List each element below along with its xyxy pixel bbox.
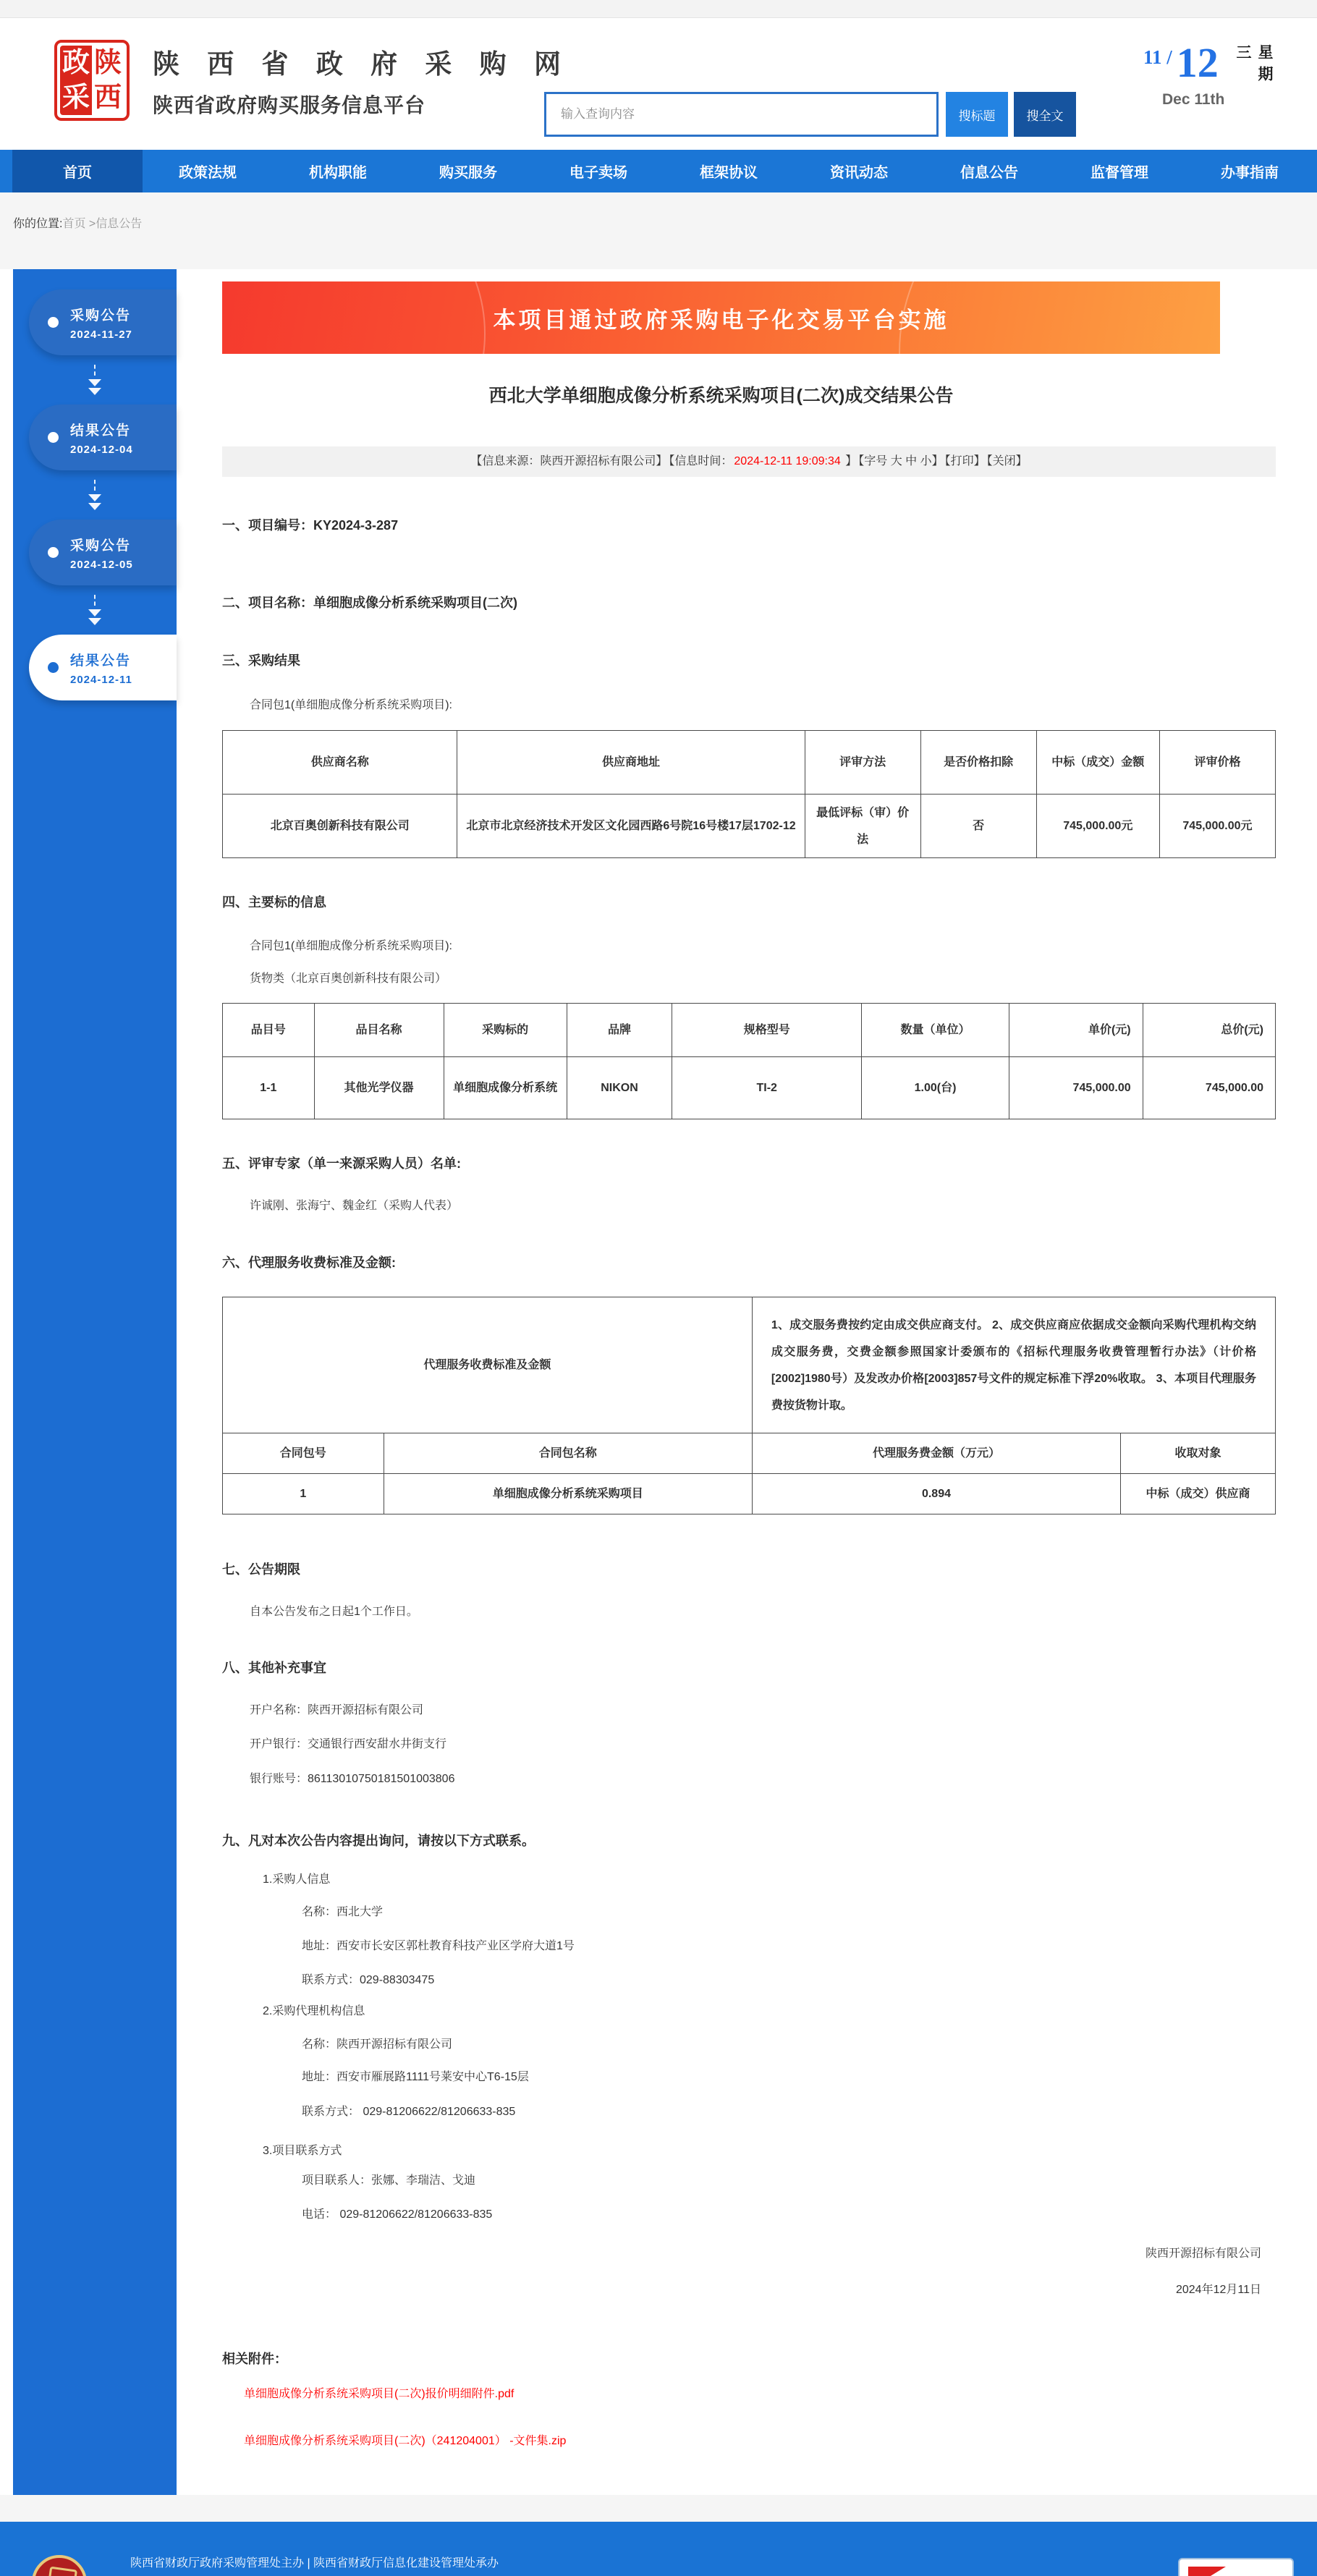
breadcrumb-separator: > — [88, 218, 96, 230]
breadcrumb — [0, 192, 1317, 269]
footer-text: 陕西省财政厅政府采购管理处主办 | 陕西省财政厅信息化建设管理处承办 — [130, 2557, 499, 2569]
account-name-line: 开户名称：陕西开源招标有限公司 — [250, 1704, 424, 1716]
cell-unit-price: 745,000.00 — [1009, 1057, 1143, 1119]
timeline-step-purchase-announcement-1[interactable] — [29, 289, 177, 355]
timeline-step-title: 采购公告 — [70, 308, 132, 323]
nav-item-guide[interactable]: 办事指南 — [1221, 165, 1279, 181]
table-row — [223, 1057, 1276, 1119]
site-header — [0, 18, 1317, 150]
timeline-dot-icon — [48, 547, 59, 558]
site-title: 陕 西 省 政 府 采 购 网 — [153, 49, 571, 79]
col-header: 代理服务费金额（万元） — [752, 1433, 1120, 1474]
col-header: 供应商地址 — [457, 731, 805, 795]
cell-item-name: 其他光学仪器 — [314, 1057, 444, 1119]
account-number-line: 银行账号：86113010750181501003806 — [250, 1773, 455, 1785]
site-subtitle: 陕西省政府购买服务信息平台 — [153, 94, 426, 116]
pre-footer-strip — [0, 2495, 1317, 2522]
section-heading-supplementary: 八、其他补充事宜 — [222, 1661, 326, 1675]
nav-item-announcements[interactable]: 信息公告 — [960, 165, 1018, 181]
cell-brand: NIKON — [567, 1057, 672, 1119]
table-header-row — [223, 1004, 1276, 1057]
section-heading-project-number: 一、项目编号：KY2024-3-287 — [222, 518, 399, 533]
cell-award-amount: 745,000.00元 — [1036, 795, 1159, 858]
timeline-step-date: 2024-12-04 — [70, 443, 133, 456]
table-header-row — [223, 1433, 1276, 1474]
article — [222, 269, 1276, 2448]
package-intro: 合同包1(单细胞成像分析系统采购项目): — [250, 699, 453, 711]
seal-char: 西 — [93, 82, 122, 113]
col-header: 品牌 — [567, 1004, 672, 1057]
section-heading-procurement-result: 三、采购结果 — [222, 653, 300, 668]
signature-company: 陕西开源招标有限公司 — [1145, 2247, 1261, 2260]
signature-date: 2024年12月11日 — [1175, 2284, 1261, 2296]
items-table — [222, 1003, 1276, 1119]
seal-char: 采 — [62, 82, 90, 113]
section-heading-project-name: 二、项目名称：单细胞成像分析系统采购项目(二次) — [222, 596, 517, 610]
timeline-step-title: 结果公告 — [70, 653, 132, 669]
print-button[interactable]: 【打印】 — [944, 455, 986, 467]
timeline-step-date: 2024-11-27 — [70, 328, 132, 341]
breadcrumb-home-link[interactable]: 首页 — [62, 218, 86, 230]
nav-item-framework[interactable]: 框架协议 — [700, 165, 758, 181]
agency-address: 地址：西安市雁展路1111号莱安中心T6-15层 — [302, 2071, 529, 2083]
section-heading-experts: 五、评审专家（单一来源采购人员）名单: — [222, 1156, 461, 1171]
info-time-suffix: 】 — [842, 455, 857, 467]
cell-total-price: 745,000.00 — [1143, 1057, 1275, 1119]
col-header: 规格型号 — [672, 1004, 862, 1057]
attachment-pdf-link[interactable]: 单细胞成像分析系统采购项目(二次)报价明细附件.pdf — [244, 2388, 514, 2400]
purchaser-phone: 联系方式：029-88303475 — [302, 1974, 435, 1986]
site-logo-seal-icon — [54, 40, 130, 121]
col-header: 总价(元) — [1143, 1004, 1275, 1057]
timeline-dot-icon — [48, 317, 59, 328]
cell-quantity: 1.00(台) — [862, 1057, 1009, 1119]
col-header: 采购标的 — [444, 1004, 567, 1057]
cell-supplier-name: 北京百奥创新科技有限公司 — [223, 795, 457, 858]
timeline-arrow-down-icon — [13, 355, 177, 404]
timeline-step-date: 2024-12-11 — [70, 673, 132, 686]
cell-agency-fee-description: 1、成交服务费按约定由成交供应商支付。 2、成交供应商应依据成交金额向采购代理机构交纳成交服务费，交费金额参照国家计委颁布的《招标代理服务收费管理暂行办法》（计价格[2002]1980号）及发改办价格[2003]857号文件的规定标准下浮20%收取。 3、本项目代理服务费按货物计取。 — [752, 1297, 1275, 1433]
info-source: 【信息来源：陕西开源招标有限公司】 — [470, 455, 668, 467]
col-header: 评审方法 — [805, 731, 920, 795]
col-header: 评审价格 — [1159, 731, 1275, 795]
purchaser-address: 地址：西安市长安区郭杜教育科技产业区学府大道1号 — [302, 1940, 575, 1952]
col-header: 收取对象 — [1121, 1433, 1276, 1474]
timeline-arrow-down-icon — [13, 470, 177, 520]
timeline-step-date: 2024-12-05 — [70, 558, 133, 571]
supplier-result-table — [222, 730, 1276, 858]
notice-period-text: 自本公告发布之日起1个工作日。 — [250, 1606, 418, 1618]
close-button[interactable]: 【关闭】 — [986, 455, 1028, 467]
nav-item-functions[interactable]: 机构职能 — [309, 165, 367, 181]
search-input[interactable] — [544, 92, 939, 137]
article-title: 西北大学单细胞成像分析系统采购项目(二次)成交结果公告 — [488, 386, 954, 406]
cell-package-no: 1 — [223, 1474, 384, 1514]
nav-item-home[interactable]: 首页 — [12, 150, 143, 192]
timeline-step-title: 采购公告 — [70, 538, 132, 554]
attachments-label: 相关附件： — [222, 2352, 287, 2366]
search-bar — [544, 92, 1076, 137]
attachment-zip-link[interactable]: 单细胞成像分析系统采购项目(二次)（241204001） -文件集.zip — [244, 2435, 567, 2447]
agency-info-title: 2.采购代理机构信息 — [263, 2005, 365, 2017]
cell-fee-payer: 中标（成交）供应商 — [1121, 1474, 1276, 1514]
col-header: 品目名称 — [314, 1004, 444, 1057]
cell-model: TI-2 — [672, 1057, 862, 1119]
content-area — [0, 269, 1317, 2495]
banner-text: 本项目通过政府采购电子化交易平台实施 — [493, 307, 949, 333]
date-widget — [1143, 38, 1295, 109]
info-time: 2024-12-11 19:09:34 — [734, 455, 841, 467]
gov-site-badge-icon[interactable] — [1178, 2558, 1294, 2576]
article-info-bar — [222, 446, 1276, 477]
col-header: 供应商名称 — [223, 731, 457, 795]
info-time-prefix: 【信息时间： — [669, 455, 733, 467]
cell-procurement-subject: 单细胞成像分析系统 — [444, 1057, 567, 1119]
nav-item-emall[interactable]: 电子卖场 — [569, 165, 627, 181]
timeline-step-result-announcement-1[interactable] — [29, 404, 177, 470]
goods-category-line: 货物类（北京百奥创新科技有限公司） — [250, 973, 447, 985]
seal-char: 政 — [62, 48, 90, 78]
purchaser-name: 名称：西北大学 — [302, 1906, 384, 1918]
timeline-step-title: 结果公告 — [70, 423, 132, 438]
agency-name: 名称：陕西开源招标有限公司 — [302, 2038, 453, 2051]
account-bank-line: 开户银行：交通银行西安甜水井街支行 — [250, 1738, 447, 1750]
site-footer — [0, 2522, 1317, 2576]
project-contact-person: 项目联系人：张娜、李瑞洁、戈迪 — [302, 2174, 476, 2187]
experts-list: 许诚刚、张海宁、魏金红（采购人代表） — [250, 1200, 459, 1212]
table-row — [223, 1297, 1276, 1433]
font-size-control[interactable]: 【字号 大 中 小】 — [858, 455, 944, 467]
timeline-step-purchase-announcement-2[interactable] — [29, 520, 177, 585]
agency-fee-table — [222, 1297, 1276, 1514]
timeline-arrow-down-icon — [13, 585, 177, 635]
nav-item-news[interactable]: 资讯动态 — [830, 165, 888, 181]
package-intro: 合同包1(单细胞成像分析系统采购项目): — [250, 940, 453, 952]
section-heading-agency-fee: 六、代理服务收费标准及金额: — [222, 1255, 396, 1270]
cell-item-no: 1-1 — [223, 1057, 315, 1119]
col-header: 合同包名称 — [384, 1433, 752, 1474]
col-header: 中标（成交）金额 — [1036, 731, 1159, 795]
timeline-sidebar — [13, 269, 177, 2495]
nav-item-policies[interactable]: 政策法规 — [179, 165, 237, 181]
col-header: 单价(元) — [1009, 1004, 1143, 1057]
search-fulltext-button[interactable]: 搜全文 — [1014, 92, 1076, 137]
date-day: 12 — [1176, 39, 1219, 86]
table-header-row — [223, 731, 1276, 795]
agency-phone: 联系方式： 029-81206622/81206633-835 — [302, 2106, 516, 2118]
timeline-step-result-announcement-2-active[interactable] — [29, 635, 177, 700]
section-heading-main-subject-info: 四、主要标的信息 — [222, 895, 326, 910]
project-contact-title: 3.项目联系方式 — [263, 2145, 342, 2157]
seal-char: 陕 — [93, 48, 122, 78]
col-header: 合同包号 — [223, 1433, 384, 1474]
cell-package-name: 单细胞成像分析系统采购项目 — [384, 1474, 752, 1514]
breadcrumb-current: 信息公告 — [96, 218, 143, 230]
nav-item-supervision[interactable]: 监督管理 — [1091, 165, 1148, 181]
cell-price-deduction: 否 — [920, 795, 1036, 858]
project-contact-phone: 电话： 029-81206622/81206633-835 — [302, 2208, 493, 2221]
col-header: 是否价格扣除 — [920, 731, 1036, 795]
nav-item-purchase-services[interactable]: 购买服务 — [439, 165, 497, 181]
search-title-button[interactable]: 搜标题 — [946, 92, 1008, 137]
timeline-dot-icon — [48, 432, 59, 443]
table-row — [223, 795, 1276, 858]
platform-banner — [222, 281, 1220, 354]
cell-supplier-address: 北京市北京经济技术开发区文化园西路6号院16号楼17层1702-12 — [457, 795, 805, 858]
cell-agency-fee-label: 代理服务收费标准及金额 — [223, 1297, 753, 1433]
cell-review-method: 最低评标（审）价法 — [805, 795, 920, 858]
date-english: Dec 11th — [1162, 91, 1225, 108]
timeline-dot-icon — [48, 662, 59, 673]
government-emblem-icon — [32, 2555, 87, 2576]
date-month: 11 / — [1143, 46, 1172, 68]
purchaser-info-title: 1.采购人信息 — [263, 1873, 331, 1886]
weekday-label: 星期三 — [1235, 44, 1273, 88]
breadcrumb-label: 你的位置: — [13, 218, 63, 230]
section-heading-contact: 九、凡对本次公告内容提出询问，请按以下方式联系。 — [222, 1834, 535, 1848]
table-row — [223, 1474, 1276, 1514]
top-strip — [0, 0, 1317, 18]
col-header: 品目号 — [223, 1004, 315, 1057]
cell-review-price: 745,000.00元 — [1159, 795, 1275, 858]
section-heading-notice-period: 七、公告期限 — [222, 1562, 300, 1577]
cell-fee-amount: 0.894 — [752, 1474, 1120, 1514]
col-header: 数量（单位） — [862, 1004, 1009, 1057]
main-nav — [0, 150, 1317, 192]
brand — [54, 40, 571, 121]
